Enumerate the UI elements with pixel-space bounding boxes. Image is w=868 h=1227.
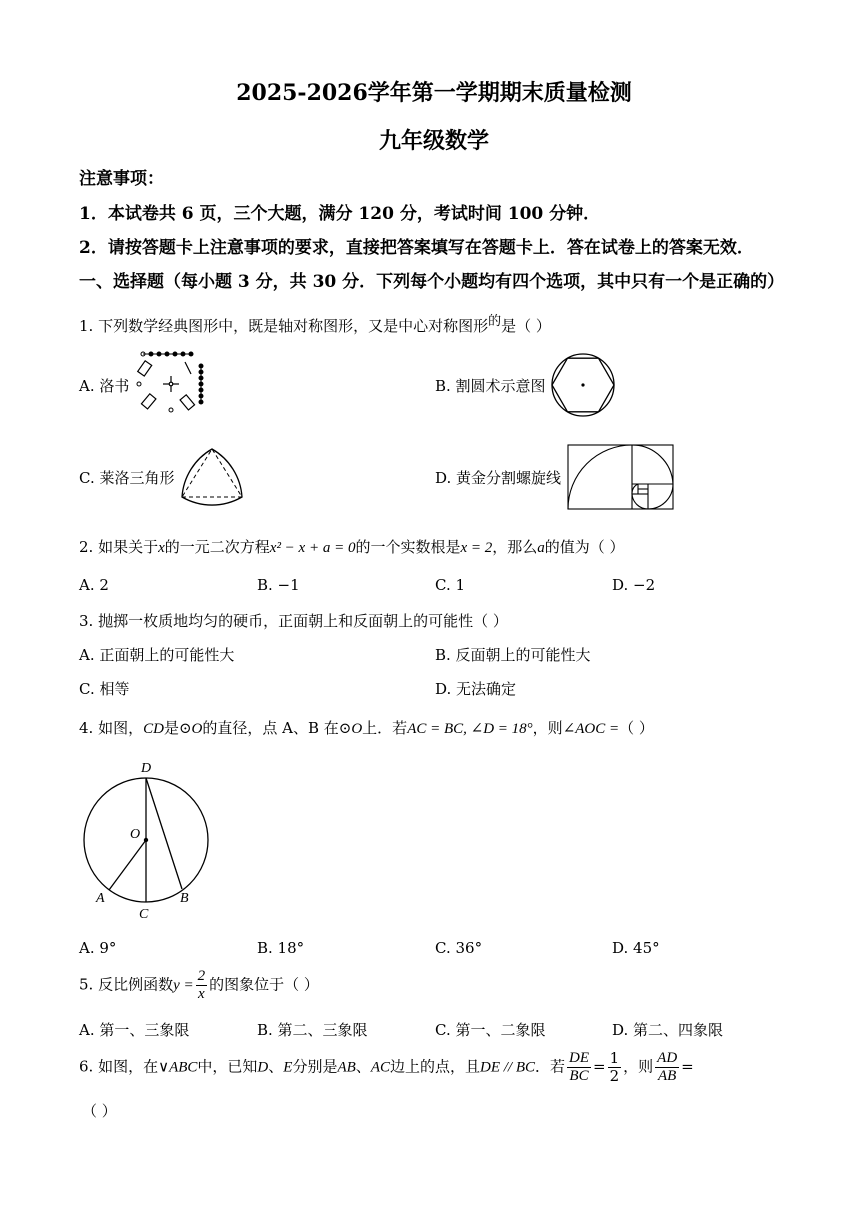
q4-circle-figure <box>80 758 215 923</box>
q6-text-4: 分别是 <box>292 1057 338 1076</box>
q4-ask: ∠AOC = <box>562 721 620 737</box>
circle-hexagon-figure <box>550 352 616 418</box>
q4-text-2: 是⊙ <box>163 719 192 737</box>
q2-text-5: 的值为（ ） <box>544 538 625 556</box>
golden-spiral-figure <box>567 444 675 510</box>
luoshu-figure <box>135 348 210 418</box>
q6-stem <box>79 1050 694 1085</box>
q2-option-d: D. −2 <box>612 576 656 594</box>
q4-stem <box>79 717 654 738</box>
q4-o2: O <box>351 721 363 737</box>
section-heading: 一、选择题（每小题 3 分，共 30 分．下列每个小题均有四个选项，其中只有一个是正确的） <box>79 272 785 292</box>
q6-text-1: 6. 如图，在 <box>79 1057 159 1076</box>
q2-option-b: B. −1 <box>257 576 300 594</box>
q6-text-5: 、 <box>355 1057 371 1076</box>
q6-e: E <box>283 1059 293 1076</box>
q2-text-3: 的一个实数根是 <box>355 538 461 556</box>
q2-root: x = 2 <box>460 540 493 556</box>
luoshu-diamonds <box>138 361 195 410</box>
q5-y: y = <box>173 977 194 994</box>
q4-o1: O <box>191 721 203 737</box>
q2-option-a: A. 2 <box>79 576 109 594</box>
q6-eq1: = <box>593 1057 606 1076</box>
luoshu-center <box>163 376 179 392</box>
q2-option-c: C. 1 <box>435 576 466 594</box>
q6-f2-den: 2 <box>609 1067 620 1085</box>
q5-text-1: 5. 反比例函数 <box>79 975 174 994</box>
label-d: D <box>141 761 152 776</box>
q1-stem-text: 1. 下列数学经典图形中，既是轴对称图形，又是中心对称图形 <box>79 317 489 335</box>
q6-text-7: ．若 <box>535 1057 566 1076</box>
q6-parallel: DE // BC <box>480 1059 535 1076</box>
q1-option-a: A. 洛书 <box>79 377 130 395</box>
segment-db <box>146 778 182 889</box>
q6-text-3: 、 <box>268 1057 284 1076</box>
q3-option-a: A. 正面朝上的可能性大 <box>79 646 235 664</box>
q6-f3-den: AB <box>657 1068 677 1084</box>
q6-f2-num: 1 <box>609 1049 620 1067</box>
notice-heading: 注意事项： <box>79 169 164 189</box>
exam-subtitle: 九年级数学 <box>378 128 489 154</box>
reuleaux-triangle-figure <box>178 445 246 505</box>
q2-stem <box>79 536 625 557</box>
q4-option-c: C. 36° <box>435 939 483 957</box>
q6-triangle: ∨ABC <box>158 1059 198 1076</box>
q6-answer-blank: （ ） <box>82 1102 117 1120</box>
q1-option-c: C. 莱洛三角形 <box>79 469 175 487</box>
label-b: B <box>180 891 189 906</box>
q5-text-2: 的图象位于（ ） <box>209 975 319 994</box>
luoshu-top-row <box>141 352 193 356</box>
q5-option-d: D. 第二、四象限 <box>612 1021 724 1039</box>
label-c: C <box>139 907 149 922</box>
q1-stem <box>79 310 551 336</box>
q3-option-b: B. 反面朝上的可能性大 <box>435 646 591 664</box>
q5-option-b: B. 第二、三象限 <box>257 1021 368 1039</box>
q2-text-4: ，那么 <box>492 538 538 556</box>
q2-var-x: x <box>158 540 165 556</box>
luoshu-dots <box>137 382 173 412</box>
q1-stem-end: 是（ ） <box>501 317 551 335</box>
q6-d: D <box>257 1059 269 1076</box>
notice-item-2: 2．请按答题卡上注意事项的要求，直接把答案填写在答题卡上．答在试卷上的答案无效． <box>79 238 754 258</box>
q6-ab: AB <box>337 1059 356 1076</box>
exam-title: 2025-2026学年第一学期期末质量检测 <box>236 80 632 106</box>
q6-fraction-half <box>608 1050 622 1085</box>
q4-option-a: A. 9° <box>79 939 117 957</box>
q2-text-2: 的一元二次方程 <box>164 538 270 556</box>
label-o: O <box>130 827 141 842</box>
q6-f3-num: AD <box>657 1050 678 1066</box>
q3-option-d: D. 无法确定 <box>435 680 517 698</box>
q6-text-8: ，则 <box>623 1057 654 1076</box>
q4-text-1: 4. 如图， <box>79 719 144 737</box>
q2-text-1: 2. 如果关于 <box>79 538 159 556</box>
q3-option-c: C. 相等 <box>79 680 130 698</box>
q6-f1-den: BC <box>569 1068 589 1084</box>
q1-stem-sup: 的 <box>488 314 502 329</box>
q5-option-c: C. 第一、二象限 <box>435 1021 546 1039</box>
q5-option-a: A. 第一、三象限 <box>79 1021 190 1039</box>
q6-text-2: 中，已知 <box>197 1057 258 1076</box>
q3-stem: 3. 抛掷一枚质地均匀的硬币，正面朝上和反面朝上的可能性（ ） <box>79 612 508 630</box>
notice-item-1: 1．本试卷共 6 页，三个大题，满分 120 分，考试时间 100 分钟． <box>79 204 601 224</box>
q6-text-6: 边上的点，且 <box>389 1057 480 1076</box>
q4-text-4: 上．若 <box>362 719 408 737</box>
q4-text-5: ，则 <box>532 719 563 737</box>
q6-ac: AC <box>370 1059 390 1076</box>
q6-eq2: = <box>681 1057 694 1076</box>
center-point <box>144 838 148 842</box>
q6-fraction-de-bc <box>567 1050 591 1085</box>
q2-equation: x² − x + a = 0 <box>269 540 356 556</box>
q6-f1-num: DE <box>569 1050 590 1066</box>
label-a: A <box>96 891 105 906</box>
q5-denominator: x <box>198 986 205 1002</box>
q4-text-3: 的直径，点 A、B 在⊙ <box>202 719 352 737</box>
q6-fraction-ad-ab <box>655 1050 679 1085</box>
q1-option-d: D. 黄金分割螺旋线 <box>435 469 562 487</box>
q4-cd: CD <box>143 721 164 737</box>
q5-stem <box>79 968 319 1003</box>
q4-option-b: B. 18° <box>257 939 305 957</box>
q4-condition: AC = BC, ∠D = 18° <box>407 721 533 737</box>
q2-var-a: a <box>537 540 545 556</box>
q4-text-6: （ ） <box>619 719 654 737</box>
luoshu-right-column <box>199 364 203 404</box>
q5-numerator: 2 <box>197 968 206 984</box>
q1-option-b: B. 割圆术示意图 <box>435 377 546 395</box>
q5-fraction <box>196 968 208 1003</box>
q4-option-d: D. 45° <box>612 939 660 957</box>
segment-oa <box>109 840 146 890</box>
